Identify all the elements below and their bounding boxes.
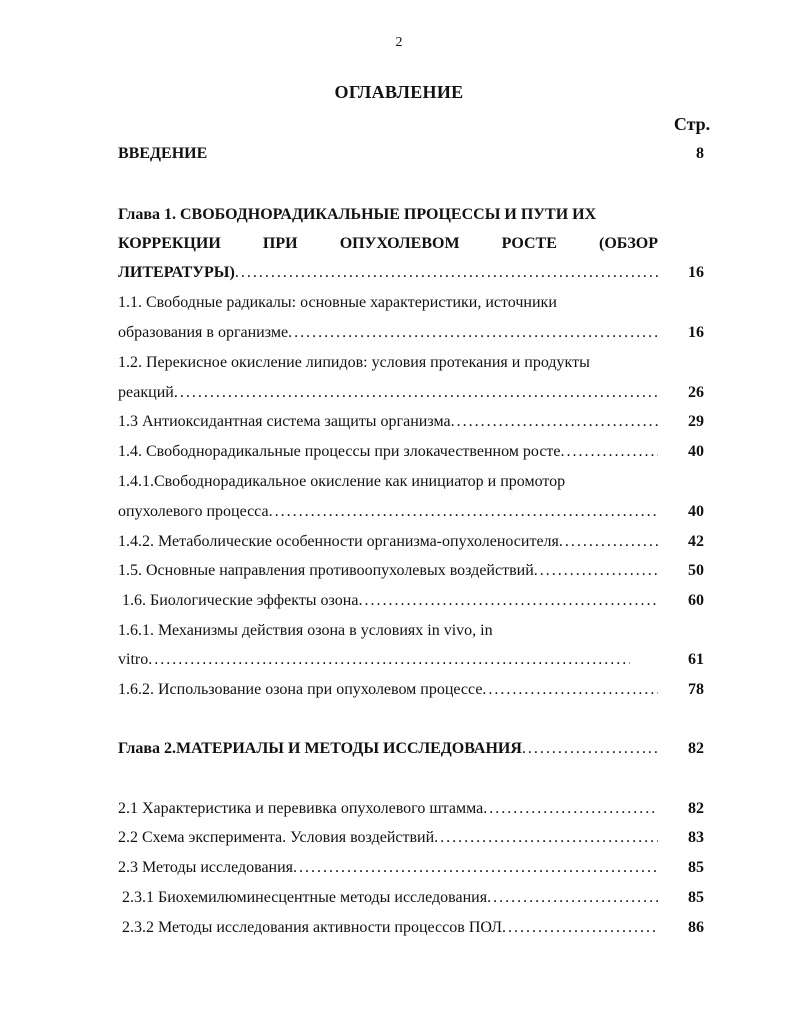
toc-label: 1.6. Биологические эффекты озона — [118, 589, 358, 613]
leader-dots — [148, 648, 630, 672]
toc-entry-1-5 — [118, 559, 704, 583]
page-title: ОГЛАВЛЕНИЕ — [334, 82, 464, 102]
leader-dots — [487, 886, 658, 910]
toc-page-number: 16 — [688, 264, 704, 281]
leader-dots — [174, 381, 658, 405]
leader-dots — [559, 530, 658, 554]
toc-label: реакций — [118, 381, 174, 405]
leader-dots — [358, 589, 658, 613]
toc-page-number: 60 — [688, 592, 704, 609]
toc-word: РОСТЕ — [501, 235, 557, 252]
page-column-header: Стр. — [673, 114, 711, 134]
leader-dots — [293, 856, 658, 880]
toc-label: 2.2 Схема эксперимента. Условия воздействий — [118, 826, 434, 850]
leader-dots — [561, 440, 658, 464]
toc-page-number: 82 — [688, 800, 704, 817]
toc-chapter1-line3 — [118, 261, 704, 285]
toc-entry-1-3 — [118, 410, 704, 434]
toc-page-number: 78 — [688, 681, 704, 698]
toc-chapter2 — [118, 737, 704, 761]
toc-page-number: 42 — [688, 533, 704, 550]
toc-intro-label: ВВЕДЕНИЕ — [118, 145, 208, 162]
toc-page-number: 82 — [688, 740, 704, 757]
leader-dots — [522, 737, 658, 761]
toc-chapter1-line1: Глава 1. СВОБОДНОРАДИКАЛЬНЫЕ ПРОЦЕССЫ И ПУТИ ИХ — [118, 206, 597, 223]
toc-intro — [118, 142, 704, 166]
toc-label: опухолевого процесса — [118, 500, 269, 524]
leader-dots — [502, 916, 658, 940]
toc-chapter1-line2 — [118, 232, 704, 256]
leader-dots — [483, 797, 658, 821]
toc-entry-1-6-2 — [118, 678, 704, 702]
leader-dots — [235, 261, 658, 285]
toc-page-number: 61 — [688, 651, 704, 668]
toc-entry-1-4 — [118, 440, 704, 464]
page-number: 2 — [395, 35, 403, 50]
leader-dots — [288, 321, 658, 345]
toc-entry-2-1 — [118, 797, 704, 821]
leader-dots — [534, 559, 658, 583]
toc-page-number: 86 — [688, 919, 704, 936]
toc-word: ОПУХОЛЕВОМ — [339, 235, 460, 252]
toc-entry-1-6-1 — [118, 648, 704, 672]
toc-word: ПРИ — [262, 235, 298, 252]
toc-page-number: 40 — [688, 503, 704, 520]
toc-label: 1.5. Основные направления противоопухолевых воздействий — [118, 559, 534, 583]
toc-label: образования в организме — [118, 321, 288, 345]
toc-page-number: 16 — [688, 324, 704, 341]
toc-word: (ОБЗОР — [598, 235, 658, 252]
toc-entry-2-3-1 — [118, 886, 704, 910]
toc-entry-1-2 — [118, 381, 704, 405]
toc-entry-1-1 — [118, 321, 704, 345]
toc-label: 2.3.2 Методы исследования активности процессов ПОЛ — [118, 916, 502, 940]
toc-label: vitro — [118, 648, 148, 672]
toc-label: 2.1 Характеристика и перевивка опухолевого штамма — [118, 797, 483, 821]
toc-entry-1-1-line1: 1.1. Свободные радикалы: основные характеристики, источники — [118, 294, 557, 311]
toc-word: КОРРЕКЦИИ — [118, 235, 221, 252]
toc-page-number: 26 — [688, 384, 704, 401]
toc-label: 1.4.2. Метаболические особенности организма-опухоленосителя — [118, 530, 559, 554]
toc-page-number: 40 — [688, 443, 704, 460]
toc-page-number: 50 — [688, 562, 704, 579]
toc-label: 1.4. Свободнорадикальные процессы при злокачественном росте — [118, 440, 561, 464]
toc-label: 1.3 Антиоксидантная система защиты организма — [118, 410, 451, 434]
toc-entry-1-4-1 — [118, 500, 704, 524]
toc-entry-2-3-2 — [118, 916, 704, 940]
toc-page-number: 85 — [688, 859, 704, 876]
leader-dots — [434, 826, 658, 850]
leader-dots — [482, 678, 658, 702]
toc-entry-2-3 — [118, 856, 704, 880]
toc-entry-1-4-2 — [118, 530, 704, 554]
toc-label: ЛИТЕРАТУРЫ) — [118, 261, 235, 285]
toc-entry-1-2-line1: 1.2. Перекисное окисление липидов: условия протекания и продукты — [118, 354, 590, 371]
toc-page-number: 29 — [688, 413, 704, 430]
toc-entry-1-6 — [118, 589, 704, 613]
toc-entry-1-6-1-line1: 1.6.1. Механизмы действия озона в условиях in vivo, in — [118, 622, 493, 639]
toc-entry-2-2 — [118, 826, 704, 850]
toc-page-number: 83 — [688, 829, 704, 846]
toc-label: Глава 2.МАТЕРИАЛЫ И МЕТОДЫ ИССЛЕДОВАНИЯ — [118, 737, 522, 761]
toc-label: 2.3 Методы исследования — [118, 856, 293, 880]
toc-entry-1-4-1-line1: 1.4.1.Свободнорадикальное окисление как инициатор и промотор — [118, 473, 566, 490]
leader-dots — [269, 500, 658, 524]
toc-page-number: 85 — [688, 889, 704, 906]
toc-label: 2.3.1 Биохемилюминесцентные методы исследования — [118, 886, 487, 910]
toc-page-number: 8 — [696, 145, 704, 162]
toc-label: 1.6.2. Использование озона при опухолевом процессе — [118, 678, 482, 702]
leader-dots — [451, 410, 658, 434]
